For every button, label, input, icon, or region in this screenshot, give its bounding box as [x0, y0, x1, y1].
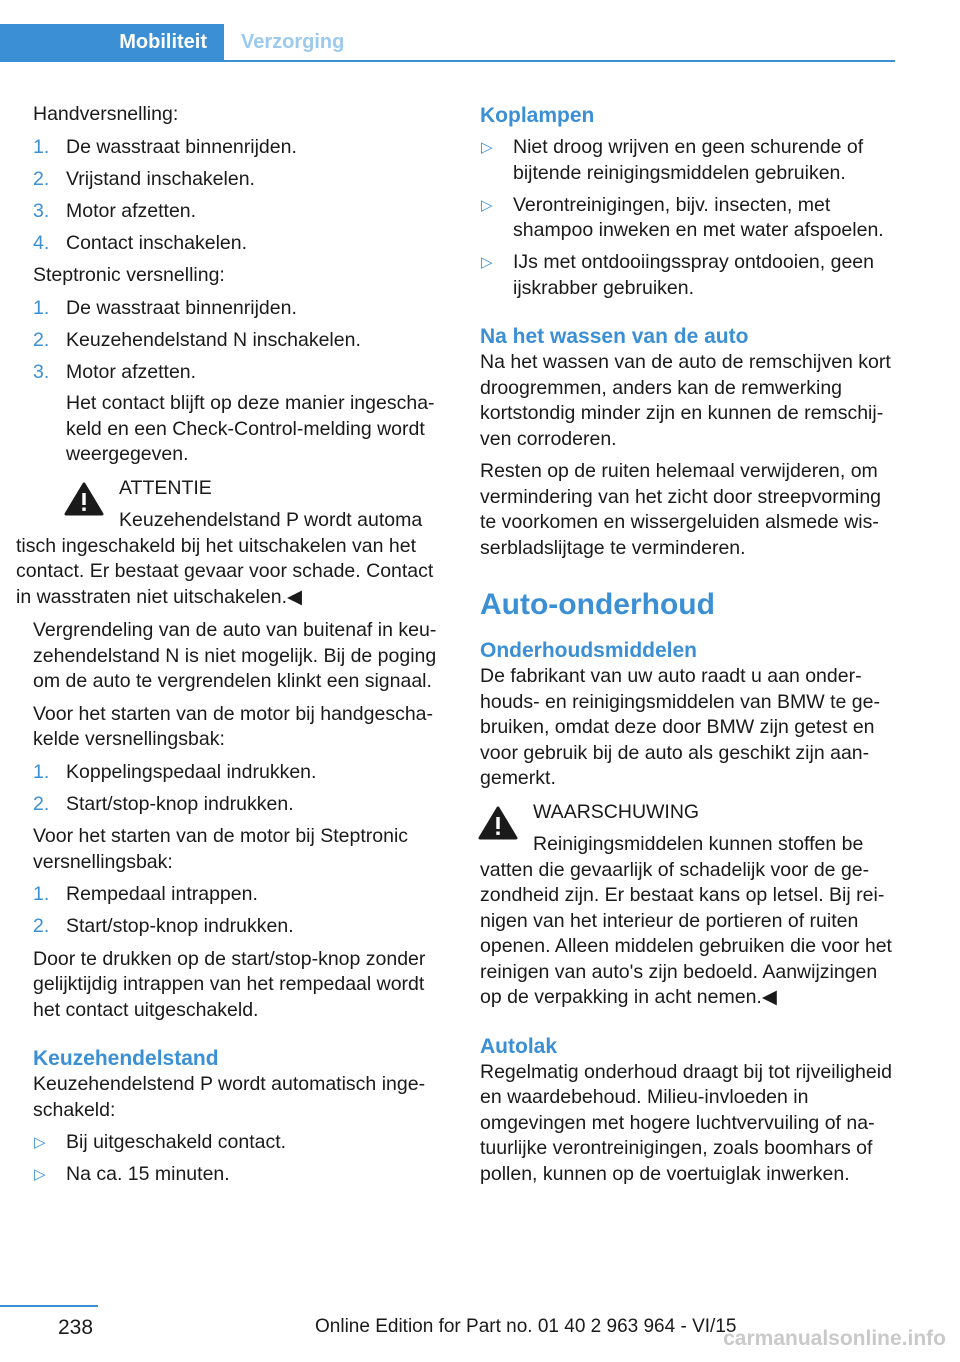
step-number: 2. — [33, 792, 50, 815]
header-divider — [0, 60, 895, 62]
heading-auto-onderhoud: Auto-onderhoud — [480, 588, 715, 621]
list-item: 2. Vrijstand inschakelen. — [33, 167, 453, 193]
warning-title: ATTENTIE — [119, 476, 212, 499]
paragraph: Keuzehendelstend P wordt automatisch ingeschakeld: — [33, 1073, 426, 1121]
step-number: 1. — [33, 135, 50, 158]
list-item: ▷ IJs met ontdooiingsspray ontdooien, geen ijskrabber gebruiken. — [481, 251, 874, 299]
list-item: 1. De wasstraat binnenrijden. — [33, 296, 453, 322]
paragraph: De fabrikant van uw auto raadt u aan onderhouds- en reinigingsmiddelen van BMW te gebruiken, omdat deze door BMW zijn getest en voor gebruik bij de auto als geschikt zijn aangemerkt. — [480, 665, 880, 789]
start-step-steps — [33, 882, 453, 940]
handversnelling-intro: Handversnelling: — [33, 103, 179, 125]
left-column — [16, 102, 453, 1195]
paragraph: Door te drukken op de start/stop-knop zonder gelijktijdig intrappen van het rempedaal wordt het contact uitgeschakeld. — [33, 947, 426, 1021]
step-note: Het contact blijft op deze manier ingeschakeld en een Check-Control-melding wordt weergegeven. — [66, 392, 435, 465]
heading-autolak: Autolak — [480, 1034, 558, 1058]
edition-label: Online Edition for Part no. 01 40 2 963 964 - VI/15 — [315, 1316, 737, 1337]
paragraph: Regelmatig onderhoud draagt bij tot rijveiligheid en waardebehoud. Milieu-invloeden in omgevingen met hogere luchtvervuiling of natuurlijke verontreinigingen, zoals boomhars of pollen, kunnen op de voertuiglak inwerken. — [480, 1060, 892, 1185]
paragraph: Resten op de ruiten helemaal verwijderen, om vermindering van het zicht door streepvorming te voorkomen en wissergeluiden alsmede wisserbladslijtage te verminderen. — [480, 460, 882, 559]
warning-icon — [64, 482, 104, 516]
list-item: 2. Start/stop-knop indrukken. — [33, 792, 453, 818]
warning-body: tisch ingeschakeld bij het uitschakelen van het contact. Er bestaat gevaar voor schade. Contact in wasstraten niet uitschakelen.◀ — [16, 534, 434, 608]
footer-divider — [0, 1305, 98, 1307]
paragraph: Vergrendeling van de auto van buitenaf in keuzehendelstand N is niet mogelijk. Bij de poging om de auto te vergrendelen klinkt een signaal. — [33, 619, 437, 692]
list-item: 1. Koppelingspedaal indrukken. — [33, 760, 453, 786]
handversnelling-steps — [33, 135, 453, 257]
step-number: 3. — [33, 199, 50, 222]
list-item: 4. Contact inschakelen. — [33, 231, 453, 257]
tab-mobiliteit[interactable]: Mobiliteit — [0, 24, 224, 62]
step-number: 1. — [33, 760, 50, 783]
waarschuwing-notice — [480, 800, 898, 1011]
list-item: 1. De wasstraat binnenrijden. — [33, 135, 453, 161]
bullet-triangle-icon: ▷ — [481, 254, 493, 271]
step-number: 1. — [33, 883, 50, 905]
paragraph: Na het wassen van de auto de remschijven kort droogremmen, anders kan de remwerking kortstondig minder zijn en kunnen de remschijven corroderen. — [480, 351, 891, 450]
list-item: 3. Motor afzetten. Het contact blijft op deze manier ingeschakeld en een Check-Control-melding wordt weergegeven. ATTENTIE Keuzehendelstand P wordt automa tisch ingeschakeld bij het uitschakelen van het contact. Er bestaat gevaar voor schade. Contact in wasstraten niet uitschakelen.◀ — [33, 360, 453, 611]
heading-koplampen: Koplampen — [480, 104, 595, 127]
steptronic-steps — [16, 296, 453, 611]
list-item: 1. Rempedaal intrappen. — [33, 882, 453, 908]
bullet-triangle-icon: ▷ — [34, 1134, 46, 1151]
keuzehendel-bullets — [33, 1130, 453, 1188]
bullet-triangle-icon: ▷ — [34, 1166, 46, 1183]
step-number: 2. — [33, 915, 50, 937]
bullet-triangle-icon: ▷ — [481, 139, 493, 156]
page-number: 238 — [58, 1316, 94, 1339]
list-item: ▷ Verontreinigingen, bijv. insecten, met shampoo inweken en met water afspoelen. — [481, 193, 884, 241]
step-number: 3. — [33, 360, 50, 383]
step-number: 2. — [33, 328, 50, 351]
list-item: ▷ Na ca. 15 minuten. — [33, 1162, 453, 1188]
paragraph: Voor het starten van de motor bij handgeschakelde versnellingsbak: — [33, 702, 434, 750]
warning-icon — [478, 806, 518, 840]
list-item: ▷ Niet droog wrijven en geen schurende of bijtende reinigingsmiddelen gebruiken. — [481, 136, 864, 184]
step-number: 1. — [33, 296, 50, 319]
warning-first-line: Reinigingsmiddelen kunnen stoffen be — [533, 833, 864, 855]
tab-verzorging[interactable]: Verzorging — [241, 31, 345, 53]
bullet-triangle-icon: ▷ — [481, 196, 493, 214]
warning-title: WAARSCHUWING — [533, 800, 700, 823]
right-column — [480, 102, 898, 1194]
heading-keuzehendelstand: Keuzehendelstand — [33, 1047, 219, 1070]
heading-na-het-wassen: Na het wassen van de auto — [480, 325, 749, 348]
heading-onderhoudsmiddelen: Onderhoudsmiddelen — [480, 639, 698, 662]
step-number: 4. — [33, 231, 50, 254]
list-item: ▷ Bij uitgeschakeld contact. — [33, 1130, 453, 1156]
list-item: 3. Motor afzetten. — [33, 199, 453, 225]
watermark: carmanualsonline.info — [723, 1327, 946, 1350]
step-number: 2. — [33, 167, 50, 190]
steptronic-intro: Steptronic versnelling: — [33, 264, 225, 286]
list-item: 2. Start/stop-knop indrukken. — [33, 914, 453, 940]
koplampen-bullets — [480, 135, 898, 301]
warning-first-line: Keuzehendelstand P wordt automa — [119, 509, 423, 531]
warning-body: vatten die gevaarlijk of schadelijk voor de gezondheid zijn. Er bestaat kans op letsel. Bij reinigen van het interieur de portieren of ruiten openen. Alleen middelen gebruiken die voor het reinigen van auto's zijn bedoeld. Aanwijzingen op de verpakking in acht nemen.◀ — [480, 858, 892, 1008]
start-hand-steps — [33, 760, 453, 818]
list-item: 2. Keuzehendelstand N inschakelen. — [33, 328, 453, 354]
paragraph: Voor het starten van de motor bij Steptronic versnellingsbak: — [33, 825, 409, 873]
